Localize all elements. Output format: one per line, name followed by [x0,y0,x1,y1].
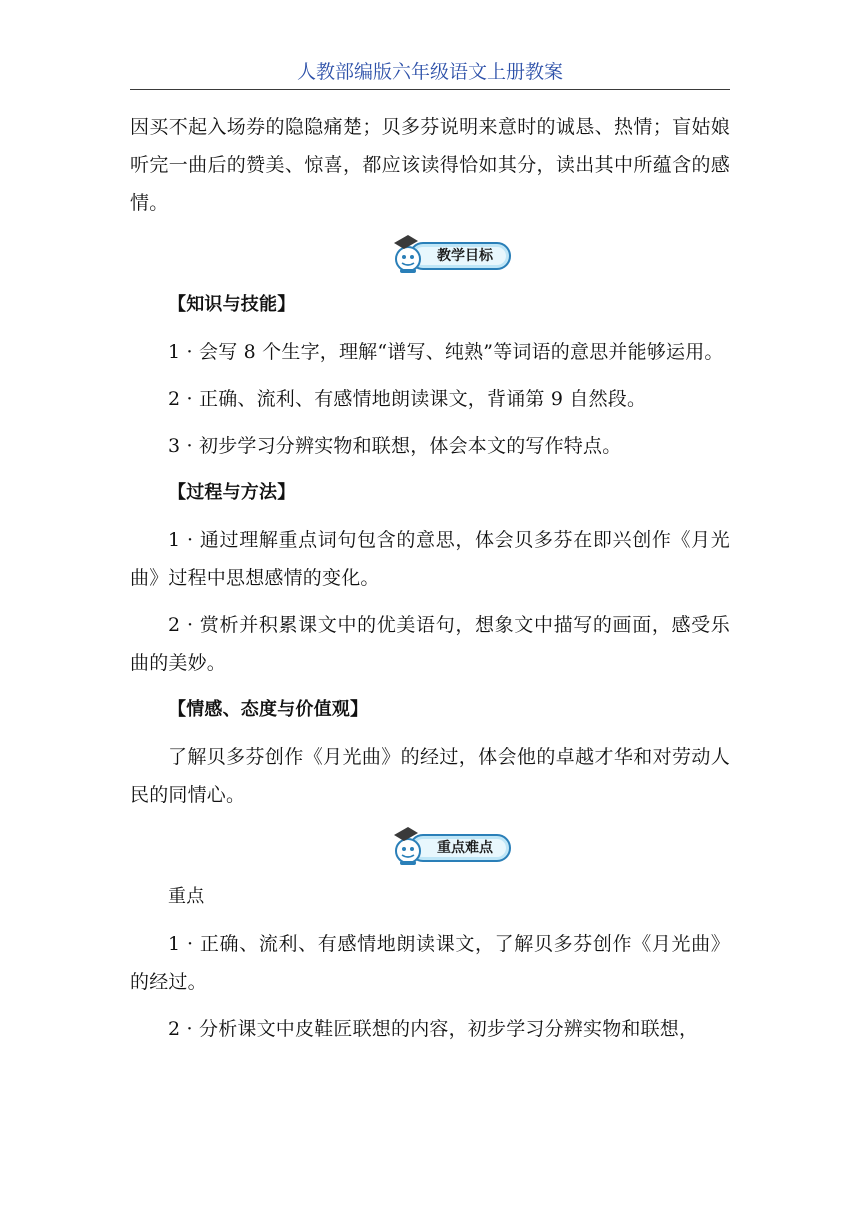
document-body [130,108,730,1057]
process-heading: 【过程与方法】 [168,482,296,503]
badge-label-goals: 教学目标 [437,248,493,264]
section-badge-key-row [130,823,730,873]
key-item: 2 · 分析课文中皮鞋匠联想的内容，初步学习分辨实物和联想， [168,1018,699,1040]
intro-paragraph: 因买不起入场券的隐隐痛楚；贝多芬说明来意时的诚恳、热情；盲姑娘听完一曲后的赞美、惊喜，都应该读得恰如其分，读出其中所蕴含的感情。 [130,116,730,214]
key-heading: 重点 [168,886,205,907]
header-title: 人教部编版六年级语文上册教案 [296,61,563,83]
process-item: 1 · 通过理解重点词句包含的意思，体会贝多芬在即兴创作《月光曲》过程中思想感情的变化。 [130,529,730,589]
section-badge-goals [388,233,512,275]
header-divider [130,89,730,90]
emotion-heading: 【情感、态度与价值观】 [168,699,369,720]
key-item: 1 · 正确、流利、有感情地朗读课文，了解贝多芬创作《月光曲》的经过。 [130,933,730,993]
knowledge-item: 3 · 初步学习分辨实物和联想，体会本文的写作特点。 [168,435,622,457]
section-badge-key [388,825,512,867]
knowledge-item: 1 · 会写 8 个生字，理解“谱写、纯熟”等词语的意思并能够运用。 [168,341,724,363]
emotion-text: 了解贝多芬创作《月光曲》的经过，体会他的卓越才华和对劳动人民的同情心。 [130,746,730,806]
section-badge-goals-row [130,231,730,281]
knowledge-heading: 【知识与技能】 [168,294,296,315]
badge-label-key: 重点难点 [437,840,493,856]
knowledge-item: 2 · 正确、流利、有感情地朗读课文，背诵第 9 自然段。 [168,388,647,410]
process-item: 2 · 赏析并积累课文中的优美语句，想象文中描写的画面，感受乐曲的美妙。 [130,614,730,674]
